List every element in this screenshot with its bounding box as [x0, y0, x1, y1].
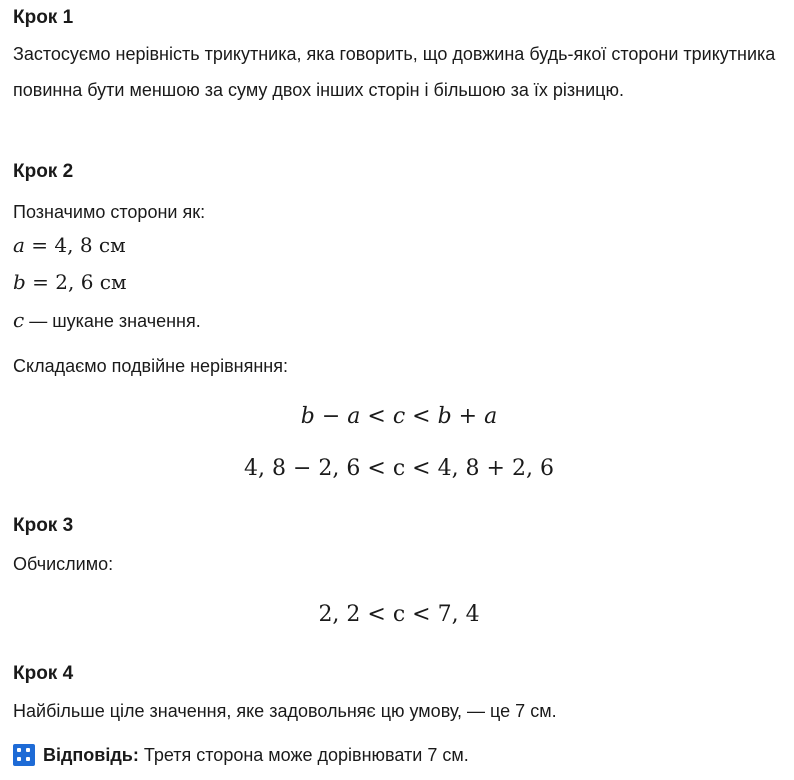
step-4-heading: Крок 4	[13, 663, 74, 684]
answer-label: Відповідь:	[43, 745, 139, 765]
step-1-text: Застосуємо нерівність трикутника, яка говорить, що довжина будь-якої сторони трикутника повинна бути меншою за суму двох інших сторін і більшою за їх різницю.	[13, 44, 776, 100]
answer-grid-icon	[13, 744, 35, 766]
side-c-definition	[13, 307, 201, 334]
var-b: b	[13, 270, 26, 294]
step-2-heading: Крок 2	[13, 161, 74, 182]
side-a-definition	[13, 232, 126, 258]
step-3-heading: Крок 3	[13, 515, 74, 536]
side-b-value: = 2, 6 см	[32, 270, 127, 294]
inequality-numeric-formula: 4, 8 − 2, 6 < c < 4, 8 + 2, 6	[244, 456, 554, 481]
side-c-description: — шукане значення.	[24, 311, 201, 331]
inequality-numeric	[13, 454, 785, 484]
step-1-heading: Крок 1	[13, 7, 74, 28]
var-c: c	[13, 308, 25, 332]
side-b-definition	[13, 269, 127, 295]
inequality-general-formula: b − a < c < b + a	[300, 404, 498, 429]
inequality-general	[13, 402, 785, 432]
step-3-text: Обчислимо:	[13, 554, 114, 574]
result-inequality: 2, 2 < c < 7, 4	[318, 602, 480, 627]
side-a-value: = 4, 8 см	[31, 233, 126, 257]
step-4-text: Найбільше ціле значення, яке задовольняє цю умову, — це 7 см.	[13, 701, 557, 721]
answer-line	[13, 742, 469, 768]
compose-inequality-text: Складаємо подвійне нерівняння:	[13, 356, 288, 376]
var-a: a	[13, 233, 25, 257]
answer-text: Третя сторона може дорівнювати 7 см.	[138, 745, 469, 765]
step-2-intro: Позначимо сторони як:	[13, 202, 206, 222]
